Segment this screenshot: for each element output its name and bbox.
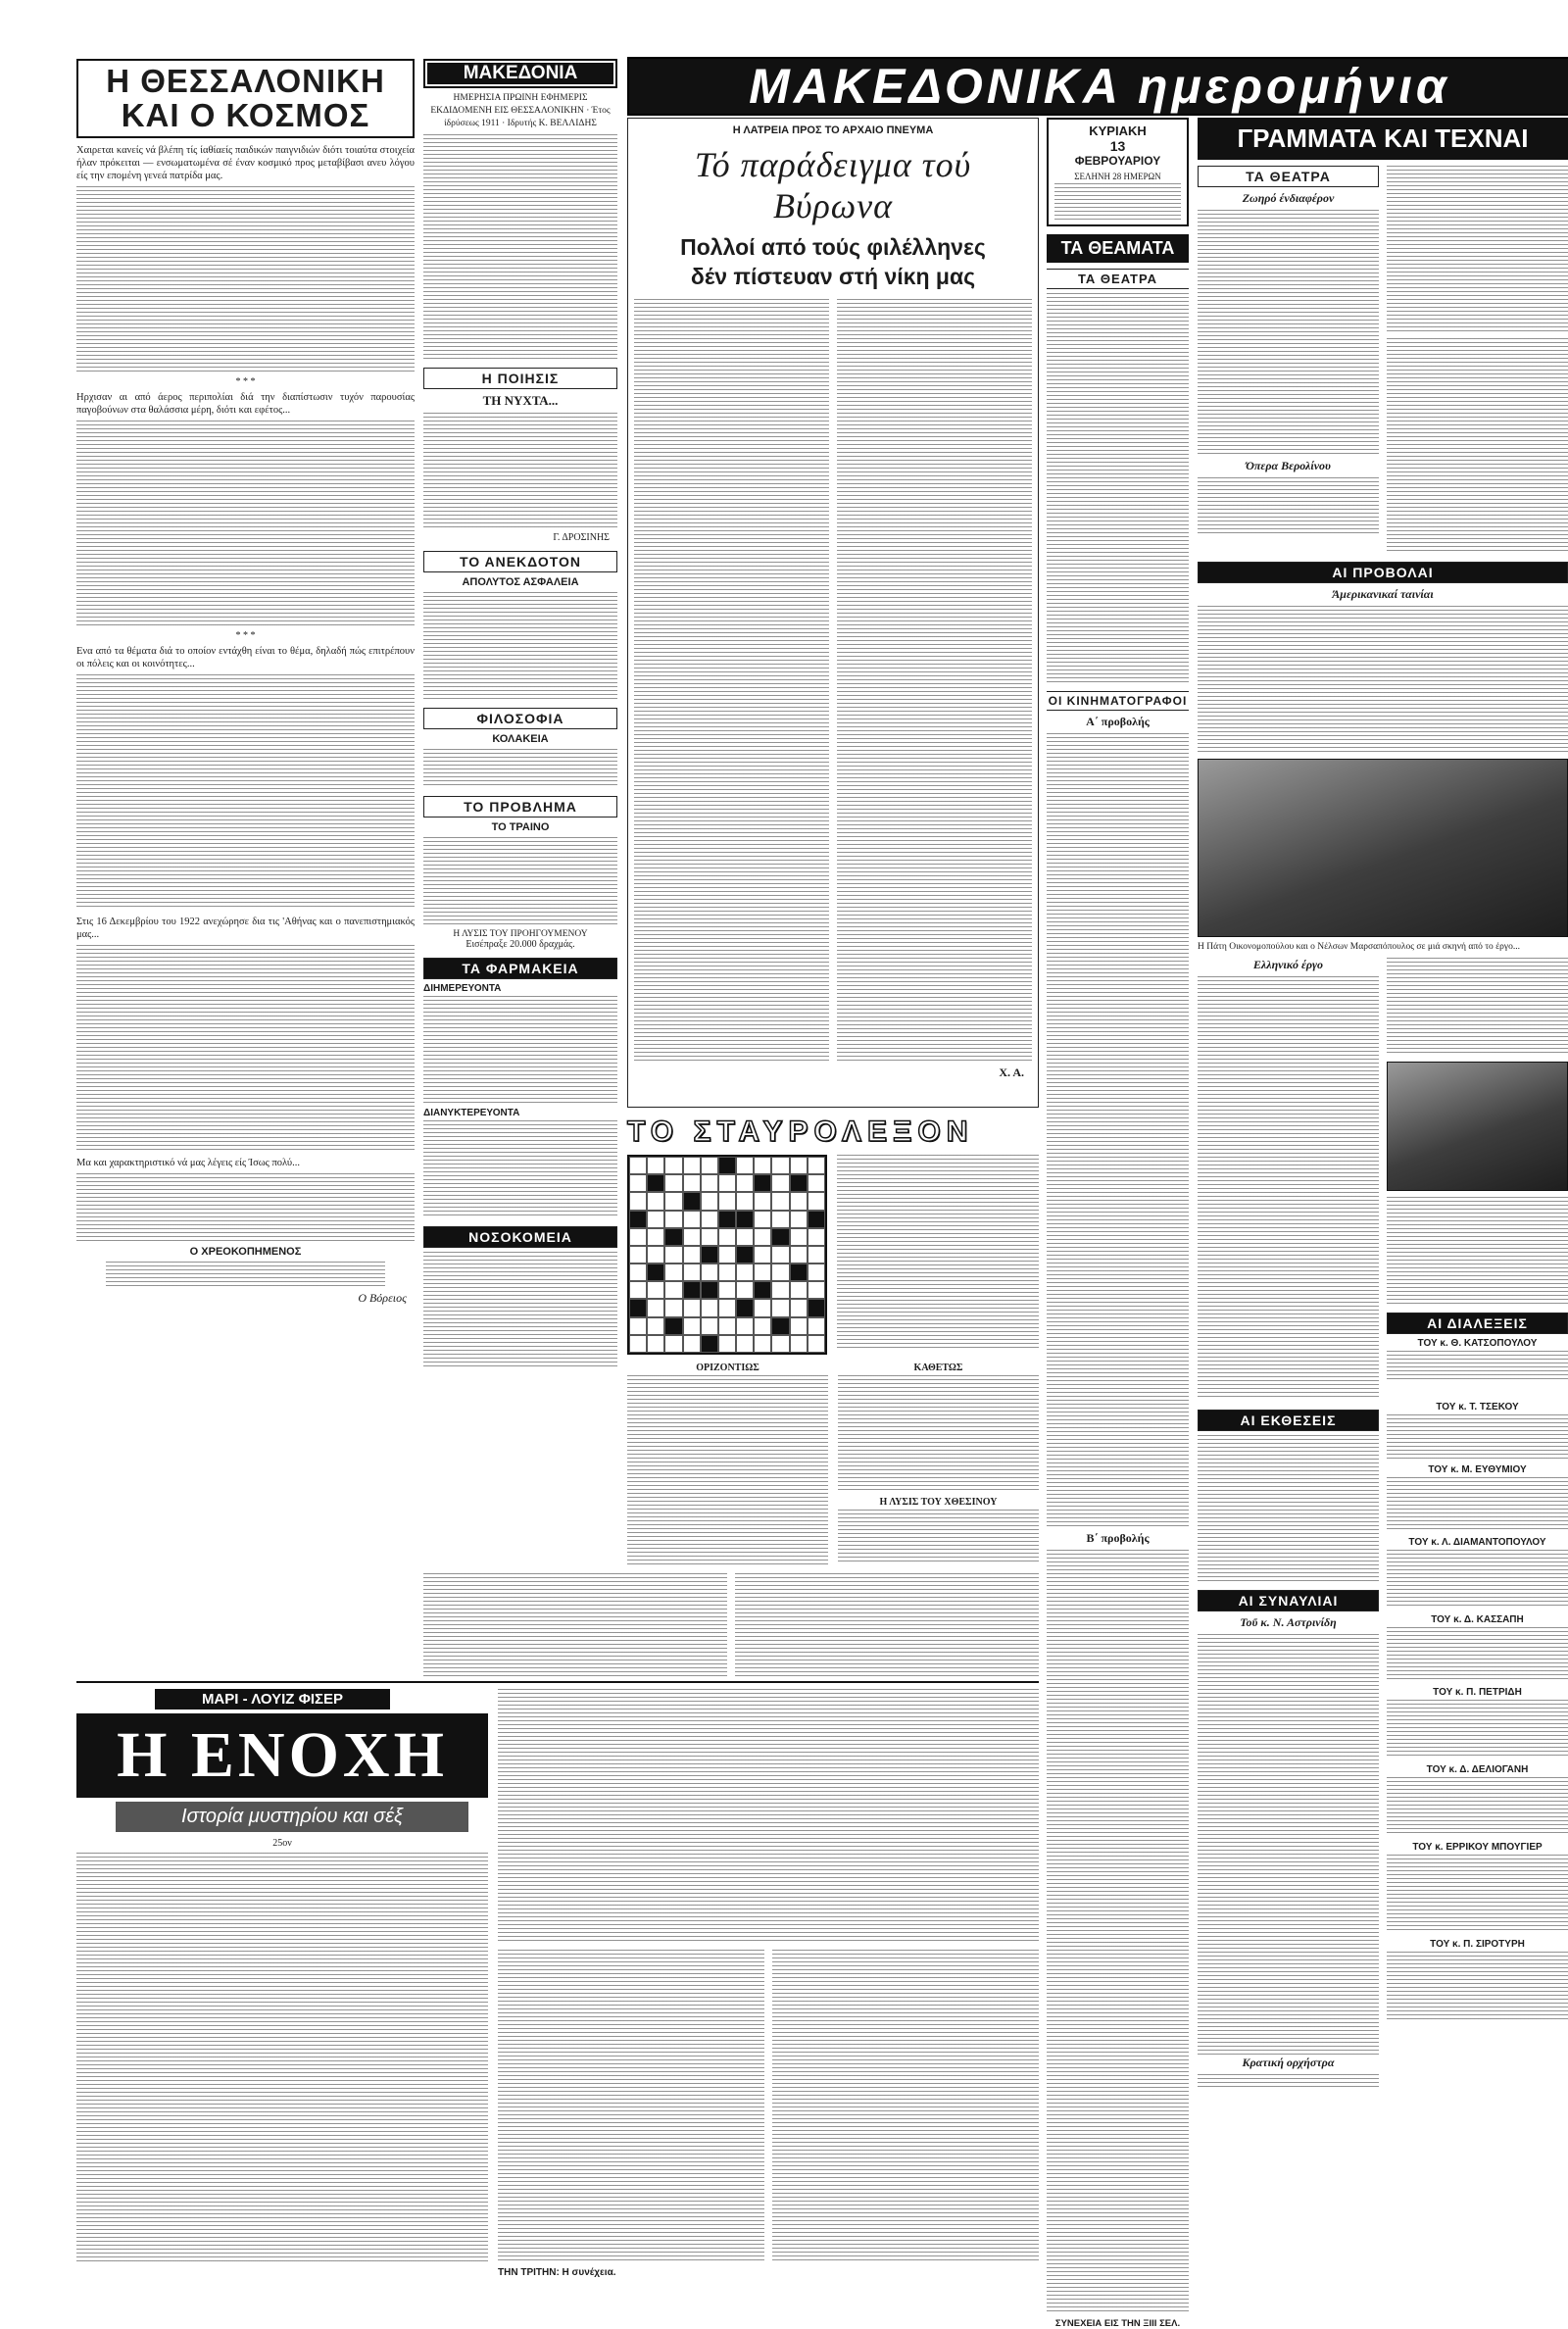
speaker-4-body: [1387, 1550, 1568, 1609]
exhibitions-header: ΑΙ ΕΚΘΕΣΕΙΣ: [1198, 1410, 1379, 1431]
crossword-title: ΤΟ ΣΤΑΥΡΟΛΕΞΟΝ: [627, 1115, 974, 1148]
speaker-6-body: [1387, 1700, 1568, 1759]
first-run-listing: [1047, 733, 1189, 1527]
feature-kicker: Η ΛΑΤΡΕΙΑ ΠΡΟΣ ΤΟ ΑΡΧΑΙΟ ΠΝΕΥΜΑ: [732, 124, 934, 136]
speaker-9-body: [1387, 1952, 1568, 2020]
theamata-header: ΤΑ ΘΕΑΜΑΤΑ: [1047, 234, 1189, 263]
screenings-sub: Άμερικανικαί ταινίαι: [1332, 587, 1434, 601]
left-text-block-5: [76, 1173, 415, 1242]
arts-column: [1198, 118, 1568, 2318]
poem-section-header: Η ΠΟΙΗΣΙΣ: [423, 368, 617, 389]
imprint-block: [423, 134, 617, 360]
speaker-5-body: [1387, 1627, 1568, 1681]
left-column: [76, 59, 415, 1306]
philosophy-section-header: ΦΙΛΟΣΟΦΙΑ: [423, 708, 617, 729]
left-text-block-3: [76, 674, 415, 910]
pharmacy-day-list: [423, 996, 617, 1104]
speaker-1: ΤΟΥ κ. Θ. ΚΑΤΣΟΠΟΥΛΟΥ: [1417, 1338, 1538, 1349]
left-text-block-2: [76, 421, 415, 626]
arts-theatre-header: ΤΑ ΘΕΑΤΡΑ: [1198, 166, 1379, 187]
feature-title: Τό παράδειγμα τού Βύρωνα: [694, 145, 972, 225]
crossword-clues-right: [837, 1155, 1039, 1351]
opera-body: [1198, 477, 1379, 536]
middle-story-col-1: [423, 1573, 727, 1676]
date-number: 13: [1109, 138, 1126, 154]
theatres-listing: [1047, 293, 1189, 685]
photo-caption: Η Πάτη Οικονομοπούλου και ο Νέλσων Μαρσαπόπουλος σε μιά σκηνή από το έργο...: [1198, 942, 1520, 952]
serial-body-right-col-2: [772, 1950, 1039, 2263]
hospital-list: [423, 1252, 617, 1369]
theamata-column: [1047, 118, 1189, 2329]
speaker-5: ΤΟΥ κ. Δ. ΚΑΣΣΑΠΗ: [1431, 1614, 1524, 1625]
screenings-header: ΑΙ ΠΡΟΒΟΛΑΙ: [1198, 562, 1568, 583]
exhibitions-body: [1198, 1435, 1379, 1582]
left-paragraph-4: Στις 16 Δεκεμβρίου του 1922 ανεχώρησε δια τις 'Αθήνας και ο πανεπιστημιακός μας...: [76, 917, 415, 941]
left-text-block-1: [76, 186, 415, 372]
greek-work-body: [1198, 976, 1379, 1398]
serial-episode: 25ον: [272, 1838, 292, 1849]
left-paragraph-5: Μα και χαρακτηριστικό νά μας λέγεις είς Ίσως πολύ...: [76, 1158, 300, 1169]
problem-body: [423, 837, 617, 925]
problem-answer: Εισέπραξε 20.000 δραχμάς.: [466, 939, 575, 950]
left-title-box: [76, 59, 415, 138]
serial-section: [76, 1681, 1039, 2318]
middle-story-col-2: [735, 1573, 1039, 1676]
orchestra-sub: Κρατική ορχήστρα: [1242, 2056, 1335, 2069]
masthead-title: ΜΑΚΕΔΟΝΙΚΑ ημερομήνια: [749, 59, 1450, 114]
poem-body: [423, 413, 617, 530]
speaker-8-body: [1387, 1855, 1568, 1933]
imprint-text: ΗΜΕΡΗΣΙΑ ΠΡΩΙΝΗ ΕΦΗΜΕΡΙΣ ΕΚΔΙΔΟΜΕΝΗ ΕΙΣ ΘΕΣΣΑΛΟΝΙΚΗΝ · Έτος ίδρύσεως 1911 · Ιδρυτής Κ. ΒΕΛΛΙΔΗΣ: [430, 93, 611, 128]
date-extra: ΣΕΛΗΝΗ 28 ΗΜΕΡΩΝ: [1074, 172, 1161, 181]
date-box: [1047, 118, 1189, 226]
serial-body-left: [76, 1853, 488, 2264]
opera-sub: Όπερα Βερολίνου: [1246, 459, 1331, 472]
speaker-7: ΤΟΥ κ. Δ. ΔΕΛΙΟΓΑΝΗ: [1426, 1764, 1529, 1775]
philosophy-title: ΚΟΛΑΚΕΙΑ: [492, 733, 549, 745]
problem-solution-label: Η ΛΥΣΙΣ ΤΟΥ ΠΡΟΗΓΟΥΜΕΝΟΥ: [453, 929, 588, 939]
anecdote-body: [423, 592, 617, 700]
theatres-header: ΤΑ ΘΕΑΤΡΑ: [1047, 269, 1189, 289]
left-poem-title: Ο ΧΡΕΟΚΟΠΗΜΕΝΟΣ: [189, 1246, 302, 1259]
orchestra-body: [1198, 2074, 1379, 2088]
scene-photo: [1198, 759, 1568, 937]
speaker-3-body: [1387, 1477, 1568, 1531]
feature-subtitle-1: Πολλοί από τούς φιλέλληνες: [680, 234, 986, 260]
serial-author: ΜΑΡΙ - ΛΟΥΙΖ ΦΙΣΕΡ: [155, 1689, 390, 1710]
separator-stars: * * *: [235, 630, 256, 642]
date-day: ΚΥΡΙΑΚΗ: [1089, 124, 1147, 138]
left-paragraph-2: Ηρχισαν αι από άερος περιπολίαι διά την διαπίστωσιν τυχόν παρουσίας παγοβούνων στα θαλάσσια μέρη, διότι και εφέτος...: [76, 392, 415, 417]
anecdote-section-header: ΤΟ ΑΝΕΚΔΟΤΟΝ: [423, 551, 617, 572]
anecdote-title: ΑΠΟΛΥΤΟΣ ΑΣΦΑΛΕΙΑ: [462, 576, 579, 588]
speaker-7-body: [1387, 1777, 1568, 1836]
left-text-block-4: [76, 945, 415, 1151]
speaker-6: ΤΟΥ κ. Π. ΠΕΤΡΙΔΗ: [1433, 1687, 1522, 1698]
left-paragraph-1: Χαιρεται κανείς νά βλέπη τίς ίαθίαείς παιδικών παιγνιδιών διότι τοιαύτα στοιχεία ήλαν πρόκειται — ενσωματωμένα σέ έναν κοσμικό προς μεταβίβασι ανευ λόγου είς την επομένη γενεά πατρίδα μας.: [76, 145, 415, 182]
poem-title: ΤΗ ΝΥΧΤΑ...: [482, 393, 559, 408]
serial-body-right-col-1: [498, 1950, 764, 2263]
speaker-2-body: [1387, 1414, 1568, 1459]
second-run-label: Β΄ προβολής: [1086, 1531, 1150, 1545]
second-run-listing: [1047, 1550, 1189, 2314]
serial-next: ΤΗΝ ΤΡΙΤΗΝ: Η συνέχεια.: [498, 2267, 616, 2278]
feature-signature: Χ. Α.: [999, 1065, 1024, 1079]
newspaper-logo: [423, 59, 617, 88]
serial-subtitle: Ιστορία μυστηρίου και σέξ: [116, 1802, 468, 1832]
pharmacy-night-list: [423, 1120, 617, 1218]
speaker-1-body: [1387, 1351, 1568, 1380]
arts-top-right-body-2: [1387, 338, 1568, 554]
solution-label: Η ΛΥΣΙΣ ΤΟΥ ΧΘΕΣΙΝΟΥ: [879, 1497, 998, 1508]
feature-body-col-1: [634, 299, 829, 1064]
info-column: [423, 59, 617, 1250]
portrait-photo: [1387, 1062, 1568, 1191]
greek-work-sub: Ελληνικό έργο: [1252, 958, 1324, 971]
across-label: ΟΡΙΖΟΝΤΙΩΣ: [696, 1363, 760, 1373]
pharmacy-section-header: ΤΑ ΦΑΡΜΑΚΕΙΑ: [423, 958, 617, 979]
concerts-sub: Τοῦ κ. Ν. Αστρινίδη: [1240, 1615, 1337, 1629]
problem-section-header: ΤΟ ΠΡΟΒΛΗΜΑ: [423, 796, 617, 818]
arts-theatre-body: [1198, 210, 1379, 455]
screenings-body: [1198, 606, 1568, 753]
solution-text: [838, 1510, 1039, 1563]
serial-title: Η ΕΝΟΧΗ: [76, 1713, 488, 1798]
lectures-header: ΑΙ ΔΙΑΛΕΞΕΙΣ: [1387, 1313, 1568, 1334]
speaker-9: ΤΟΥ κ. Π. ΣΙΡΟΤΥΡΗ: [1430, 1939, 1525, 1950]
logo-text: ΜΑΚΕΔΟΝΙΑ: [427, 63, 613, 84]
arts-theatre-sub: Ζωηρό ένδιαφέρον: [1242, 191, 1335, 205]
concerts-body: [1198, 1634, 1379, 2056]
problem-title: ΤΟ ΤΡΑΙΝΟ: [491, 821, 550, 833]
feature-subtitle-2: δέν πίστευαν στή νίκη μας: [690, 264, 976, 289]
middle-story: [423, 1573, 1039, 1676]
hospital-section-header: ΝΟΣΟΚΟΜΕΙΑ: [423, 1226, 617, 1248]
poem-author: Γ. ΔΡΟΣΙΝΗΣ: [553, 532, 610, 543]
arts-mid-right-body-2: [1387, 1197, 1568, 1305]
down-clues: [838, 1375, 1039, 1493]
left-title-line1: Η ΘΕΣΣΑΛΟΝΙΚΗ: [106, 63, 385, 99]
date-month: ΦΕΒΡΟΥΑΡΙΟΥ: [1074, 154, 1161, 168]
continued-label: ΣΥΝΕΧΕΙΑ ΕΙΣ ΤΗΝ ΞΙΙΙ ΣΕΛ.: [1054, 2318, 1181, 2329]
philosophy-body: [423, 749, 617, 788]
left-poem-body: [106, 1262, 385, 1289]
crossword-grid[interactable]: [627, 1155, 827, 1355]
crossword-section: [627, 1115, 1039, 1566]
serial-body-right-top: [498, 1689, 1039, 1944]
arts-top-right-body: [1387, 166, 1568, 332]
left-title-line2: ΚΑΙ Ο ΚΟΣΜΟΣ: [121, 96, 370, 133]
across-clues: [627, 1375, 828, 1566]
left-signature: Ο Βόρειος: [358, 1291, 407, 1306]
cinemas-header: ΟΙ ΚΙΝΗΜΑΤΟΓΡΑΦΟΙ: [1047, 691, 1189, 711]
masthead-banner: [627, 57, 1568, 116]
arts-title: ΓΡΑΜΜΑΤΑ ΚΑΙ ΤΕΧΝΑΙ: [1198, 118, 1568, 160]
separator-stars: * * *: [235, 376, 256, 388]
down-label: ΚΑΘΕΤΩΣ: [913, 1363, 963, 1373]
speaker-4: ΤΟΥ κ. Λ. ΔΙΑΜΑΝΤΟΠΟΥΛΟΥ: [1408, 1537, 1546, 1548]
concerts-header: ΑΙ ΣΥΝΑΥΛΙΑΙ: [1198, 1590, 1379, 1611]
feature-body-col-2: [837, 299, 1032, 1064]
speaker-2: ΤΟΥ κ. Τ. ΤΣΕΚΟΥ: [1436, 1402, 1519, 1412]
first-run-label: Α΄ προβολής: [1086, 715, 1150, 728]
feature-body: [634, 299, 1032, 1064]
arts-mid-right-body: [1387, 958, 1568, 1056]
speaker-3: ΤΟΥ κ. Μ. ΕΥΘΥΜΙΟΥ: [1428, 1464, 1527, 1475]
speaker-8: ΤΟΥ κ. ΕΡΡΙΚΟΥ ΜΠΟΥΓΙΕΡ: [1412, 1842, 1543, 1853]
pharmacy-day-label: ΔΙΗΜΕΡΕΥΟΝΤΑ: [423, 983, 502, 994]
date-details: [1054, 183, 1181, 221]
left-paragraph-3: Ενα από τα θέματα διά το οποίον εντάχθη είναι το θέμα, δηλαδή πώς επιτρέπουν οι πόλεις και οι κοινότητες...: [76, 646, 415, 670]
feature-article: [627, 118, 1039, 1108]
pharmacy-night-label: ΔΙΑΝΥΚΤΕΡΕΥΟΝΤΑ: [423, 1108, 520, 1118]
